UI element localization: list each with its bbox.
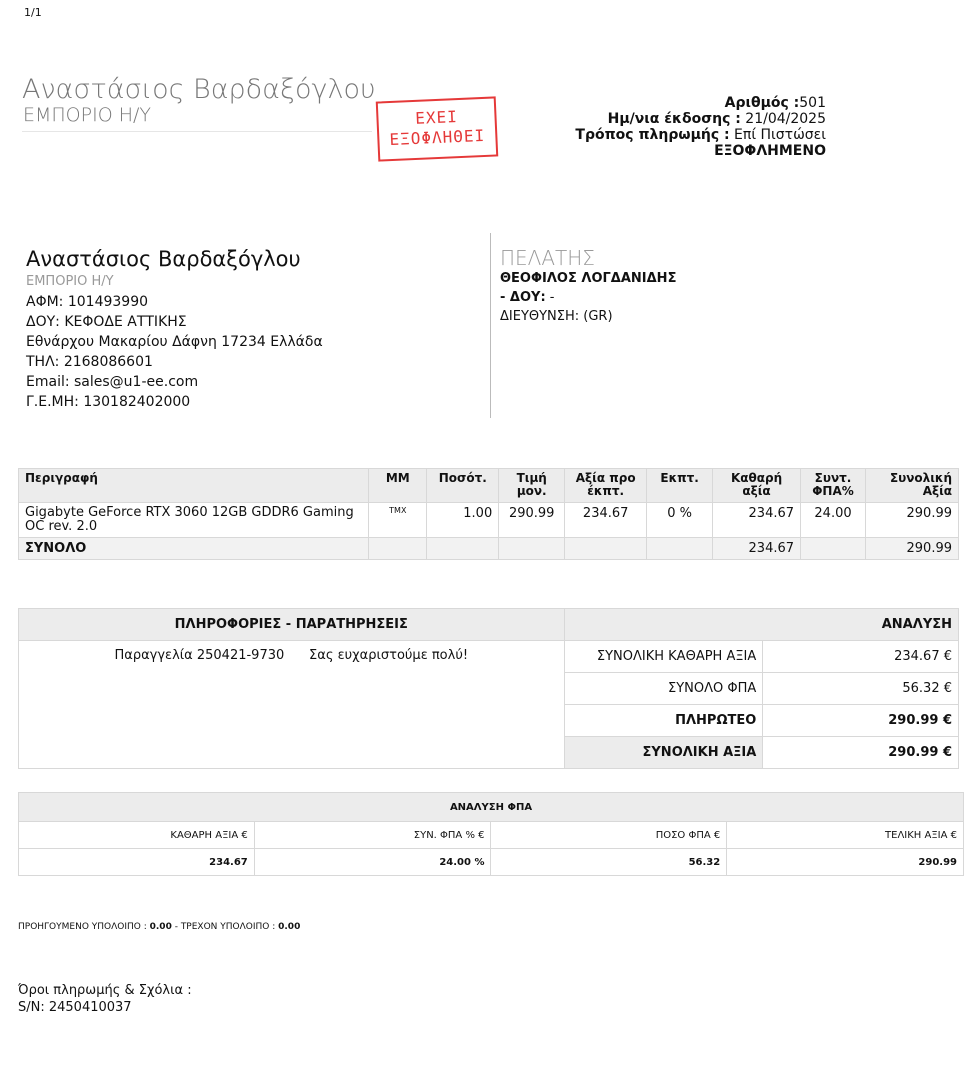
seller-name: Αναστάσιος Βαρδαξόγλου: [26, 247, 301, 271]
notes-header: ΠΛΗΡΟΦΟΡΙΕΣ - ΠΑΡΑΤΗΡΗΣΕΙΣ: [19, 609, 565, 641]
payment-label: Τρόπος πληρωμής :: [575, 127, 730, 143]
col-total: Συνολική Αξία: [866, 469, 959, 503]
seller-block: [26, 247, 323, 412]
grand-total-value: 290.99 €: [763, 737, 959, 769]
current-balance-label: - ΤΡΕΧΟΝ ΥΠΟΛΟΙΠΟ :: [171, 922, 279, 932]
balance-line: [18, 922, 300, 932]
seller-afm: ΑΦΜ: 101493990: [26, 294, 149, 310]
payment-status: ΕΞΟΦΛΗΜΕΝΟ: [714, 143, 826, 159]
col-unit: ΜΜ: [369, 469, 427, 503]
item-value-before-discount: 234.67: [565, 503, 647, 538]
payable-label: ΠΛΗΡΩΤΕΟ: [564, 705, 763, 737]
item-total: 290.99: [866, 503, 959, 538]
date-label: Ημ/νια έκδοσης :: [607, 111, 741, 127]
vat-amount: 56.32: [491, 849, 727, 876]
invoice-meta: [575, 95, 826, 159]
seller-doy: ΔΟΥ: ΚΕΦΟΔΕ ΑΤΤΙΚΗΣ: [26, 314, 187, 330]
prev-balance-label: ΠΡΟΗΓΟΥΜΕΝΟ ΥΠΟΛΟΙΠΟ :: [18, 922, 150, 932]
item-vat-rate: 24.00: [801, 503, 866, 538]
divider: [22, 131, 372, 132]
item-description: Gigabyte GeForce RTX 3060 12GB GDDR6 Gaming OC rev. 2.0: [19, 503, 369, 538]
payment-method: Επί Πιστώσει: [729, 127, 826, 143]
vat-value: 56.32 €: [763, 673, 959, 705]
vat-analysis-table: [18, 792, 964, 876]
seller-subtitle: ΕΜΠΟΡΙΟ Η/Υ: [26, 274, 114, 289]
vat-analysis-header: ΑΝΑΛΥΣΗ ΦΠΑ: [19, 793, 964, 822]
client-doy: -: [545, 290, 555, 305]
item-unit: ТМХ: [369, 503, 427, 538]
paid-stamp: [376, 96, 499, 161]
page-number: 1/1: [24, 6, 42, 19]
grand-total-label: ΣΥΝΟΛΙΚΗ ΑΞΙΑ: [564, 737, 763, 769]
issue-date: 21/04/2025: [740, 111, 826, 127]
client-block: [500, 247, 676, 326]
vat-col-vat: ΠΟΣΟ ΦΠΑ €: [491, 822, 727, 849]
stamp-line2: ΕΞΟΦΛΗΘΕΙ: [389, 125, 486, 150]
analysis-header: ΑΝΑΛΥΣΗ: [564, 609, 958, 641]
vat-label: ΣΥΝΟΛΟ ΦΠΑ: [564, 673, 763, 705]
col-qty: Ποσότ.: [427, 469, 499, 503]
col-vat-rate: Συντ. ΦΠΑ%: [801, 469, 866, 503]
company-subtitle: ΕΜΠΟΡΙΟ Η/Υ: [23, 104, 151, 126]
vat-col-net: ΚΑΘΑΡΗ ΑΞΙΑ €: [19, 822, 255, 849]
col-net-value: Καθαρή αξία: [713, 469, 801, 503]
client-address: ΔΙΕΥΘΥΝΣΗ: (GR): [500, 309, 613, 324]
item-discount: 0 %: [647, 503, 713, 538]
serial-number: S/N: 2450410037: [18, 1000, 132, 1015]
info-table: [18, 608, 959, 769]
invoice-number: 501: [799, 95, 826, 111]
item-qty: 1.00: [427, 503, 499, 538]
prev-balance-value: 0.00: [149, 922, 172, 932]
vat-total: 290.99: [727, 849, 964, 876]
col-unit-price: Τιμή μον.: [499, 469, 565, 503]
col-discount: Εκπτ.: [647, 469, 713, 503]
net-value: 234.67 €: [763, 641, 959, 673]
terms-block: [18, 982, 192, 1016]
vat-col-total: ΤΕΛΙΚΗ ΑΞΙΑ €: [727, 822, 964, 849]
payable-value: 290.99 €: [763, 705, 959, 737]
items-total-row: [19, 538, 959, 560]
vertical-divider: [490, 233, 491, 418]
net-label: ΣΥΝΟΛΙΚΗ ΚΑΘΑΡΗ ΑΞΙΑ: [564, 641, 763, 673]
seller-address: Εθνάρχου Μακαρίου Δάφνη 17234 Ελλάδα: [26, 334, 323, 350]
company-name: Αναστάσιος Βαρδαξόγλου: [22, 74, 376, 105]
item-unit-price: 290.99: [499, 503, 565, 538]
number-label: Αριθμός :: [724, 95, 800, 111]
vat-rate: 24.00 %: [254, 849, 491, 876]
vat-net: 234.67: [19, 849, 255, 876]
total-net-value: 234.67: [713, 538, 801, 560]
client-doy-label: - ΔΟΥ:: [500, 290, 546, 305]
vat-col-rate: ΣΥΝ. ΦΠΑ % €: [254, 822, 491, 849]
current-balance-value: 0.00: [278, 922, 301, 932]
seller-email: Email: sales@u1-ee.com: [26, 374, 199, 390]
table-row: [19, 503, 959, 538]
items-header-row: [19, 469, 959, 503]
total-value: 290.99: [866, 538, 959, 560]
col-value-before-discount: Αξία προ έκπτ.: [565, 469, 647, 503]
seller-phone: ΤΗΛ: 2168086601: [26, 354, 153, 370]
item-net-value: 234.67: [713, 503, 801, 538]
client-name: ΘΕΟΦΙΛΟΣ ΛΟΓΔΑΝΙΔΗΣ: [500, 271, 677, 286]
items-table: [18, 468, 959, 560]
notes-text: Παραγγελία 250421-9730 Σας ευχαριστούμε πολύ!: [19, 641, 565, 769]
total-label: ΣΥΝΟΛΟ: [19, 538, 369, 560]
seller-gemi: Γ.Ε.ΜΗ: 130182402000: [26, 394, 191, 410]
client-title: ΠΕΛΑΤΗΣ: [500, 246, 595, 270]
col-description: Περιγραφή: [19, 469, 369, 503]
stamp-line1: ΕΧΕΙ: [414, 107, 459, 128]
terms-label: Όροι πληρωμής & Σχόλια :: [18, 983, 192, 998]
